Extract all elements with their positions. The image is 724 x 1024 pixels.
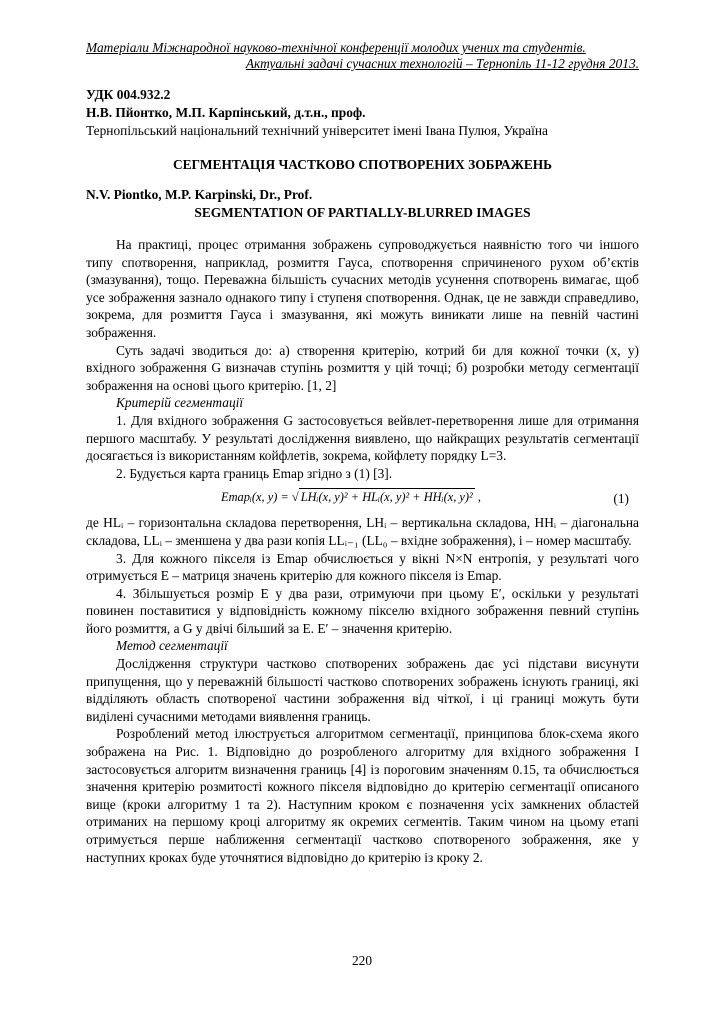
running-header-line2: Актуальні задачі сучасних технологій – Тернопіль 11-12 грудня 2013. bbox=[245, 56, 639, 71]
udk-code: УДК 004.932.2 bbox=[86, 87, 171, 102]
paragraph-step4: 4. Збільшується розмір E у два рази, отримуючи при цьому E′, оскільки у результаті повинен поставитися у відповідність кожному пікселю вхідного зображення певний ступінь його розмиття, а G у двічі більший за E. E′ – значення критерію. bbox=[86, 585, 639, 636]
paragraph-step1: 1. Для вхідного зображення G застосовується вейвлет-перетворення лише для отримання першого масштабу. У результаті дослідження виявлено, що найкращих результатів сегментації досягається із використанням койфлетів, зокрема, койфлету порядку L=3. bbox=[86, 412, 639, 464]
equation-radicand: LHᵢ(x, y)² + HLᵢ(x, y)² + HHᵢ(x, y)² bbox=[299, 488, 475, 507]
equation-expression: Emapᵢ(x, y) = √ LHᵢ(x, y)² + HLᵢ(x, y)² + HHᵢ(x, y)² , bbox=[221, 488, 481, 507]
authors-en: N.V. Piontko, M.P. Karpinski, Dr., Prof. bbox=[86, 187, 313, 202]
subheading-criterion: Критерій сегментації bbox=[116, 395, 244, 411]
paragraph-where: де HLᵢ – горизонтальна складова перетворення, LHᵢ – вертикальна складова, HHᵢ – діагональна складова, LLᵢ – зменшена у два рази копія LLᵢ₋₁ (LL₀ – вхідне зображення), i – номер масштабу. bbox=[86, 515, 639, 548]
institution: Тернопільський національний технічний університет імені Івана Пулюя, Україна bbox=[86, 123, 548, 138]
article-body bbox=[86, 236, 639, 866]
equation-number: (1) bbox=[613, 491, 629, 507]
running-header-line1: Матеріали Міжнародної науково-технічної конференції молодих учених та студентів. bbox=[86, 40, 586, 55]
paragraph-step2: 2. Будується карта границь Emap згідно з (1) [3]. bbox=[116, 465, 393, 481]
equation-lhs: Emapᵢ(x, y) = bbox=[221, 490, 292, 505]
equation-tail: , bbox=[474, 490, 481, 505]
paragraph-method: Дослідження структури частково спотворених зображень дає усі підстави висунути припущення, що у переважній більшості частково спотворених зображень існують границі, які відділяють область спотвореної частини зображення від чіткої, і ці границі можуть бути виділені сучасними методами виявлення границь. bbox=[86, 656, 639, 724]
title-ua: СЕГМЕНТАЦІЯ ЧАСТКОВО СПОТВОРЕНИХ ЗОБРАЖЕНЬ bbox=[172, 157, 553, 172]
paragraph-intro: На практиці, процес отримання зображень супроводжується наявністю того чи іншого типу спотворення, наприклад, розмиття Гауса, спотворення спричиненого рухом об’єктів (змазування), тощо. Переважна більшість сучасних методів усунення спотворень вимагає, щоб усе зображення зазнало однакого типу і ступеня спотворення. Однак, це не завжди справедливо, зокрема, для розмиття Гауса і змазування, які можуть виникати лише на певній частині зображення. bbox=[86, 237, 639, 340]
paragraph-algorithm: Розроблений метод ілюструється алгоритмом сегментації, принципова блок-схема якого зображена на Рис. 1. Відповідно до розробленого алгоритму для вхідного зображення I застосовується алгоритм визначення границь [4] із пороговим значенням 0.15, та обчислюється значення критерію розмитості кожного пікселя відповідно до критерію сегментації описаного вище (кроки алгоритму 1 та 2). Наступним кроком є позначення усіх замкнених областей отриманих на першому кроці алгоритму як окремих сегментів. Таким чином на цьому етапі отримується перше наближення сегментації частково спотвореного зображення, яке у наступних кроках буде уточнятися відповідно до критерію із кроку 2. bbox=[86, 726, 639, 865]
paragraph-task: Суть задачі зводиться до: а) створення критерію, котрий би для кожної точки (x, y) вхідного зображення G визначав ступінь розмиття у цій точці; б) розробки методу сегментації зображення на основі цього критерію. [1, 2] bbox=[86, 342, 639, 393]
equation-1 bbox=[86, 484, 639, 512]
authors-ua: Н.В. Пйонтко, М.П. Карпінський, д.т.н., проф. bbox=[86, 105, 366, 120]
subheading-method: Метод сегментації bbox=[116, 638, 228, 654]
paragraph-step3: 3. Для кожного пікселя із Emap обчислюється у вікні N×N ентропія, у результаті чого отримується E – матриця значень критерію для кожного пікселя із Emap. bbox=[86, 550, 639, 584]
page-number: 220 bbox=[351, 953, 373, 968]
title-en: SEGMENTATION OF PARTIALLY-BLURRED IMAGES bbox=[194, 205, 531, 220]
paper-page bbox=[86, 40, 639, 866]
